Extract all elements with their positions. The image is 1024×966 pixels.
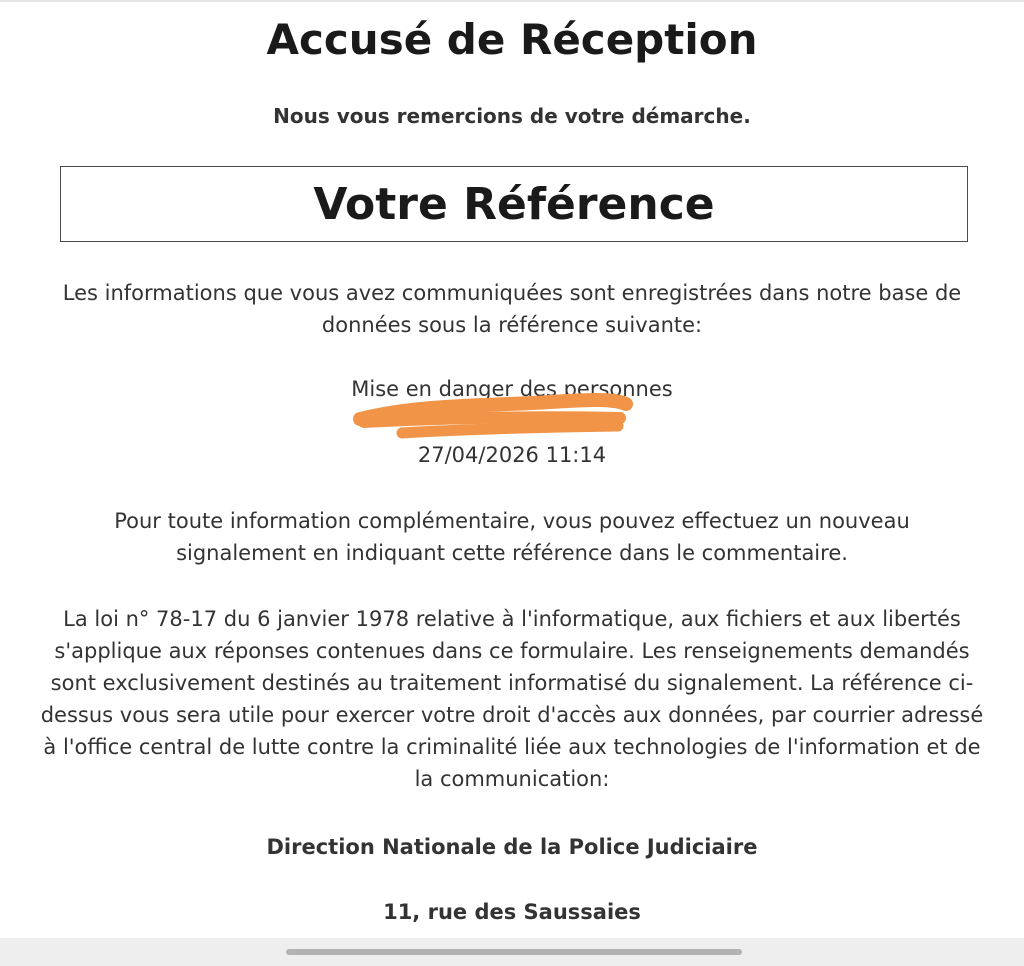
legal-notice: La loi n° 78-17 du 6 janvier 1978 relative à l'informatique, aux fichiers et aux libertés s'applique aux réponses contenues dans ce formulaire. Les renseignements demandés sont exclusivement destinés au traitement informatisé du signalement. La référence ci-dessus vous sera utile pour exercer votre droit d'accès aux données, par courrier adressé à l'office central de lutte contre la criminalité liée aux technologies de l'information et de la communication: <box>40 607 984 791</box>
reference-category: Mise en danger des personnes <box>351 377 673 401</box>
address-organisation: Direction Nationale de la Police Judiciaire <box>266 835 758 859</box>
bottom-bar <box>0 938 1024 966</box>
page-title: Accusé de Réception <box>266 15 758 64</box>
top-edge <box>0 0 1024 2</box>
home-indicator[interactable] <box>286 949 742 955</box>
reference-heading: Votre Référence <box>313 179 715 230</box>
redaction-scribble <box>350 392 640 444</box>
page-subtitle: Nous vous remercions de votre démarche. <box>273 104 751 128</box>
address-street: 11, rue des Saussaies <box>383 900 641 924</box>
intro-text: Les informations que vous avez communiquées sont enregistrées dans notre base de données sous la référence suivante: <box>62 281 962 337</box>
reference-date: 27/04/2026 11:14 <box>417 443 607 467</box>
info-text: Pour toute information complémentaire, vous pouvez effectuez un nouveau signalement en indiquant cette référence dans le commentaire. <box>114 509 910 565</box>
redaction-stroke-3 <box>402 426 618 433</box>
reference-box <box>60 166 968 242</box>
